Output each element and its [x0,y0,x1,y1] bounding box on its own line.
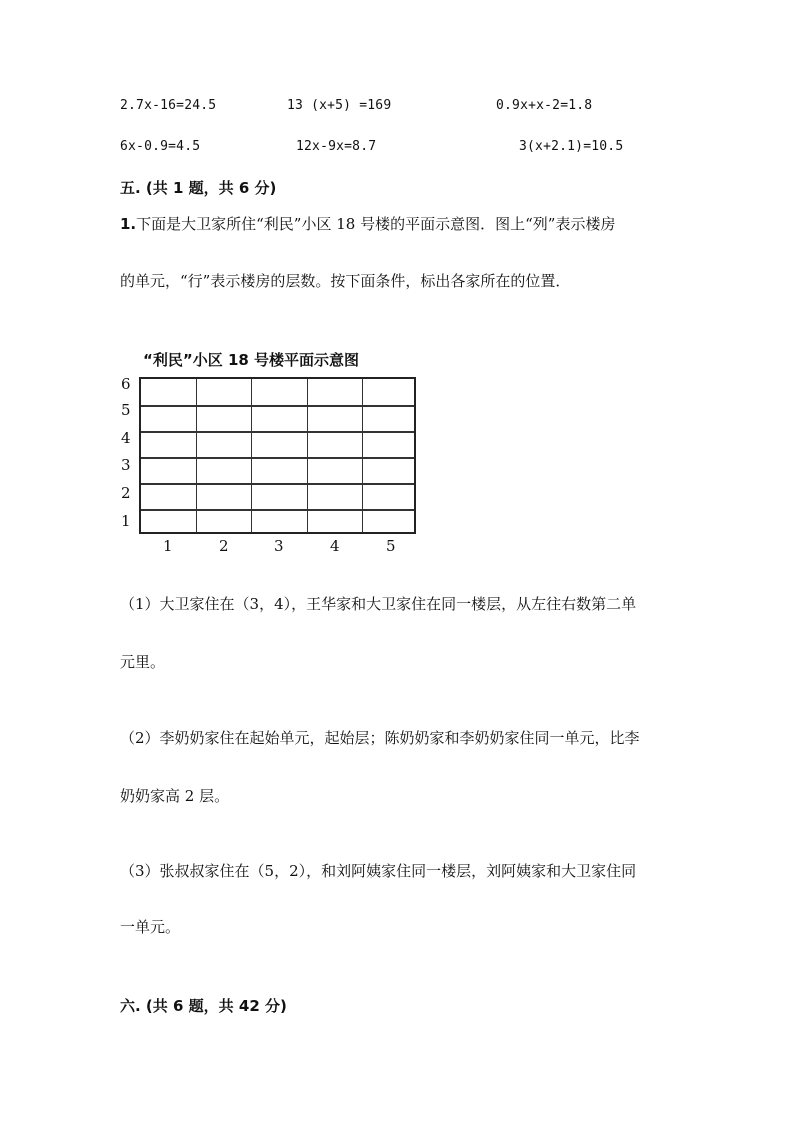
row-label-2: 2 [121,484,131,502]
grid-row-line [141,509,414,511]
question-1-line-2: 的单元，“行”表示楼房的层数。按下面条件，标出各家所在的位置． [120,272,571,290]
section-5-heading: 五. (共 1 题，共 6 分) [120,179,277,197]
row-label-3: 3 [121,456,131,474]
condition-2-line-2: 奶奶家高 2 层。 [120,787,230,805]
row-label-6: 6 [121,375,131,393]
col-label-2: 2 [219,537,229,555]
col-label-4: 4 [330,537,340,555]
row-label-5: 5 [121,401,131,419]
equation-2: 13 (x+5) =169 [287,98,392,113]
equation-4: 6x-0.9=4.5 [120,139,201,154]
equation-5: 12x-9x=8.7 [296,139,377,154]
condition-1-line-1: （1）大卫家住在（3，4），王华家和大卫家住在同一楼层，从左往右数第二单 [120,595,637,613]
question-1-line-1 [120,217,615,232]
condition-2-line-1: （2）李奶奶家住在起始单元，起始层；陈奶奶家和李奶奶家住同一单元，比李 [120,729,640,747]
row-label-4: 4 [121,429,131,447]
col-label-5: 5 [386,537,396,555]
col-label-3: 3 [274,537,284,555]
question-1-text: 下面是大卫家所住“利民”小区 18 号楼的平面示意图．图上“列”表示楼房 [136,215,616,233]
row-label-1: 1 [121,512,131,530]
question-number: 1. [120,215,137,233]
condition-1-line-2: 元里。 [120,653,166,671]
equation-6: 3(x+2.1)=10.5 [519,139,624,154]
grid-row-line [141,457,414,459]
figure-title: “利民”小区 18 号楼平面示意图 [143,351,360,369]
equation-3: 0.9x+x-2=1.8 [496,98,593,113]
floor-plan-grid [139,377,416,534]
equation-1: 2.7x-16=24.5 [120,98,217,113]
col-label-1: 1 [163,537,173,555]
grid-row-line [141,405,414,407]
section-6-heading: 六. (共 6 题，共 42 分) [120,997,287,1015]
condition-3-line-1: （3）张叔叔家住在（5，2），和刘阿姨家住同一楼层，刘阿姨家和大卫家住同 [120,862,637,880]
grid-row-line [141,431,414,433]
grid-row-line [141,483,414,485]
condition-3-line-2: 一单元。 [120,918,181,936]
